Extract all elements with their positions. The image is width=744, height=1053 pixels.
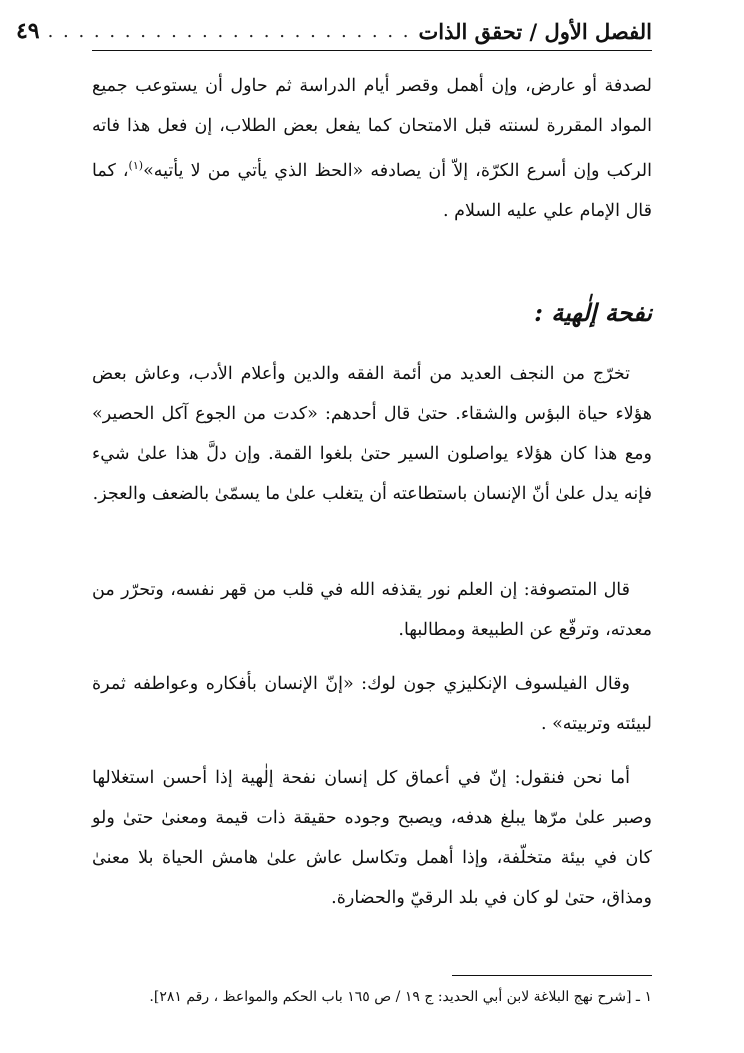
footnote: ١ ـ [شرح نهج البلاغة لابن أبي الحديد: ج ١٩ / ص ١٦٥ باب الحكم والمواعظ ، رقم ٢٨١]. (149, 989, 652, 1005)
dot-leader: . . . . . . . . . . . . . . . . . . . . . . . . (47, 20, 411, 42)
paragraph-1-text: لصدفة أو عارض، وإن أهمل وقصر أيام الدراسة ثم حاول أن يستوعب جميع المواد المقررة لسنته قبل الامتحان كما يفعل بعض الطلاب، إن فعل هذا فاته الركب وإن أسرع الكرّة، إلاّ أن يصادفه «الحظ الذي يأتي من لا يأتيه» (92, 76, 652, 181)
page-number: ٤٩ (15, 18, 40, 44)
header-rule (92, 50, 652, 51)
paragraph-3: قال المتصوفة: إن العلم نور يقذفه الله في قلب من قهر نفسه، وتحرّر من معدته، وترفّع عن الطبيعة ومطالبها. (92, 580, 652, 640)
paragraph-5: أما نحن فنقول: إنّ في أعماق كل إنسان نفحة إلٰهية إذا أحسن استغلالها وصبر علىٰ مرّها يبلغ هدفه، ويصبح وجوده حقيقة ذات قيمة ومعنىٰ حتىٰ ولو كان في بيئة متخلّفة، وإذا أهمل وتكاسل عاش علىٰ هامش الحياة بلا معنىٰ ومذاق، حتىٰ لو كان في بلد الرقيّ والحضارة. (92, 768, 652, 908)
footnote-reference[interactable]: (١) (128, 159, 144, 172)
page-header (15, 14, 652, 48)
section-heading: نفحة إلٰهية : (534, 298, 652, 327)
paragraph-2: تخرّج من النجف العديد من أئمة الفقه والدين وأعلام الأدب، وعاش بعض هؤلاء حياة البؤس والشقاء. حتىٰ قال أحدهم: «كدت من الجوع آكل الحصير» ومع هذا كان هؤلاء يواصلون السير حتىٰ بلغوا القمة. وإن دلَّ هذا علىٰ شيء فإنه يدل علىٰ أنّ الإنسان باستطاعته أن يتغلب علىٰ ما يسمّىٰ بالضعف والعجز. (92, 364, 652, 504)
paragraph-1-tail: ، كما قال الإمام علي عليه السلام . (92, 160, 652, 221)
footnote-rule (452, 975, 652, 976)
paragraph-4: وقال الفيلسوف الإنكليزي جون لوك: «إنّ الإنسان بأفكاره وعواطفه ثمرة لبيئته وتربيته» . (92, 674, 652, 734)
paragraph-1 (92, 66, 652, 231)
running-title: الفصل الأول / تحقق الذات (418, 18, 652, 44)
